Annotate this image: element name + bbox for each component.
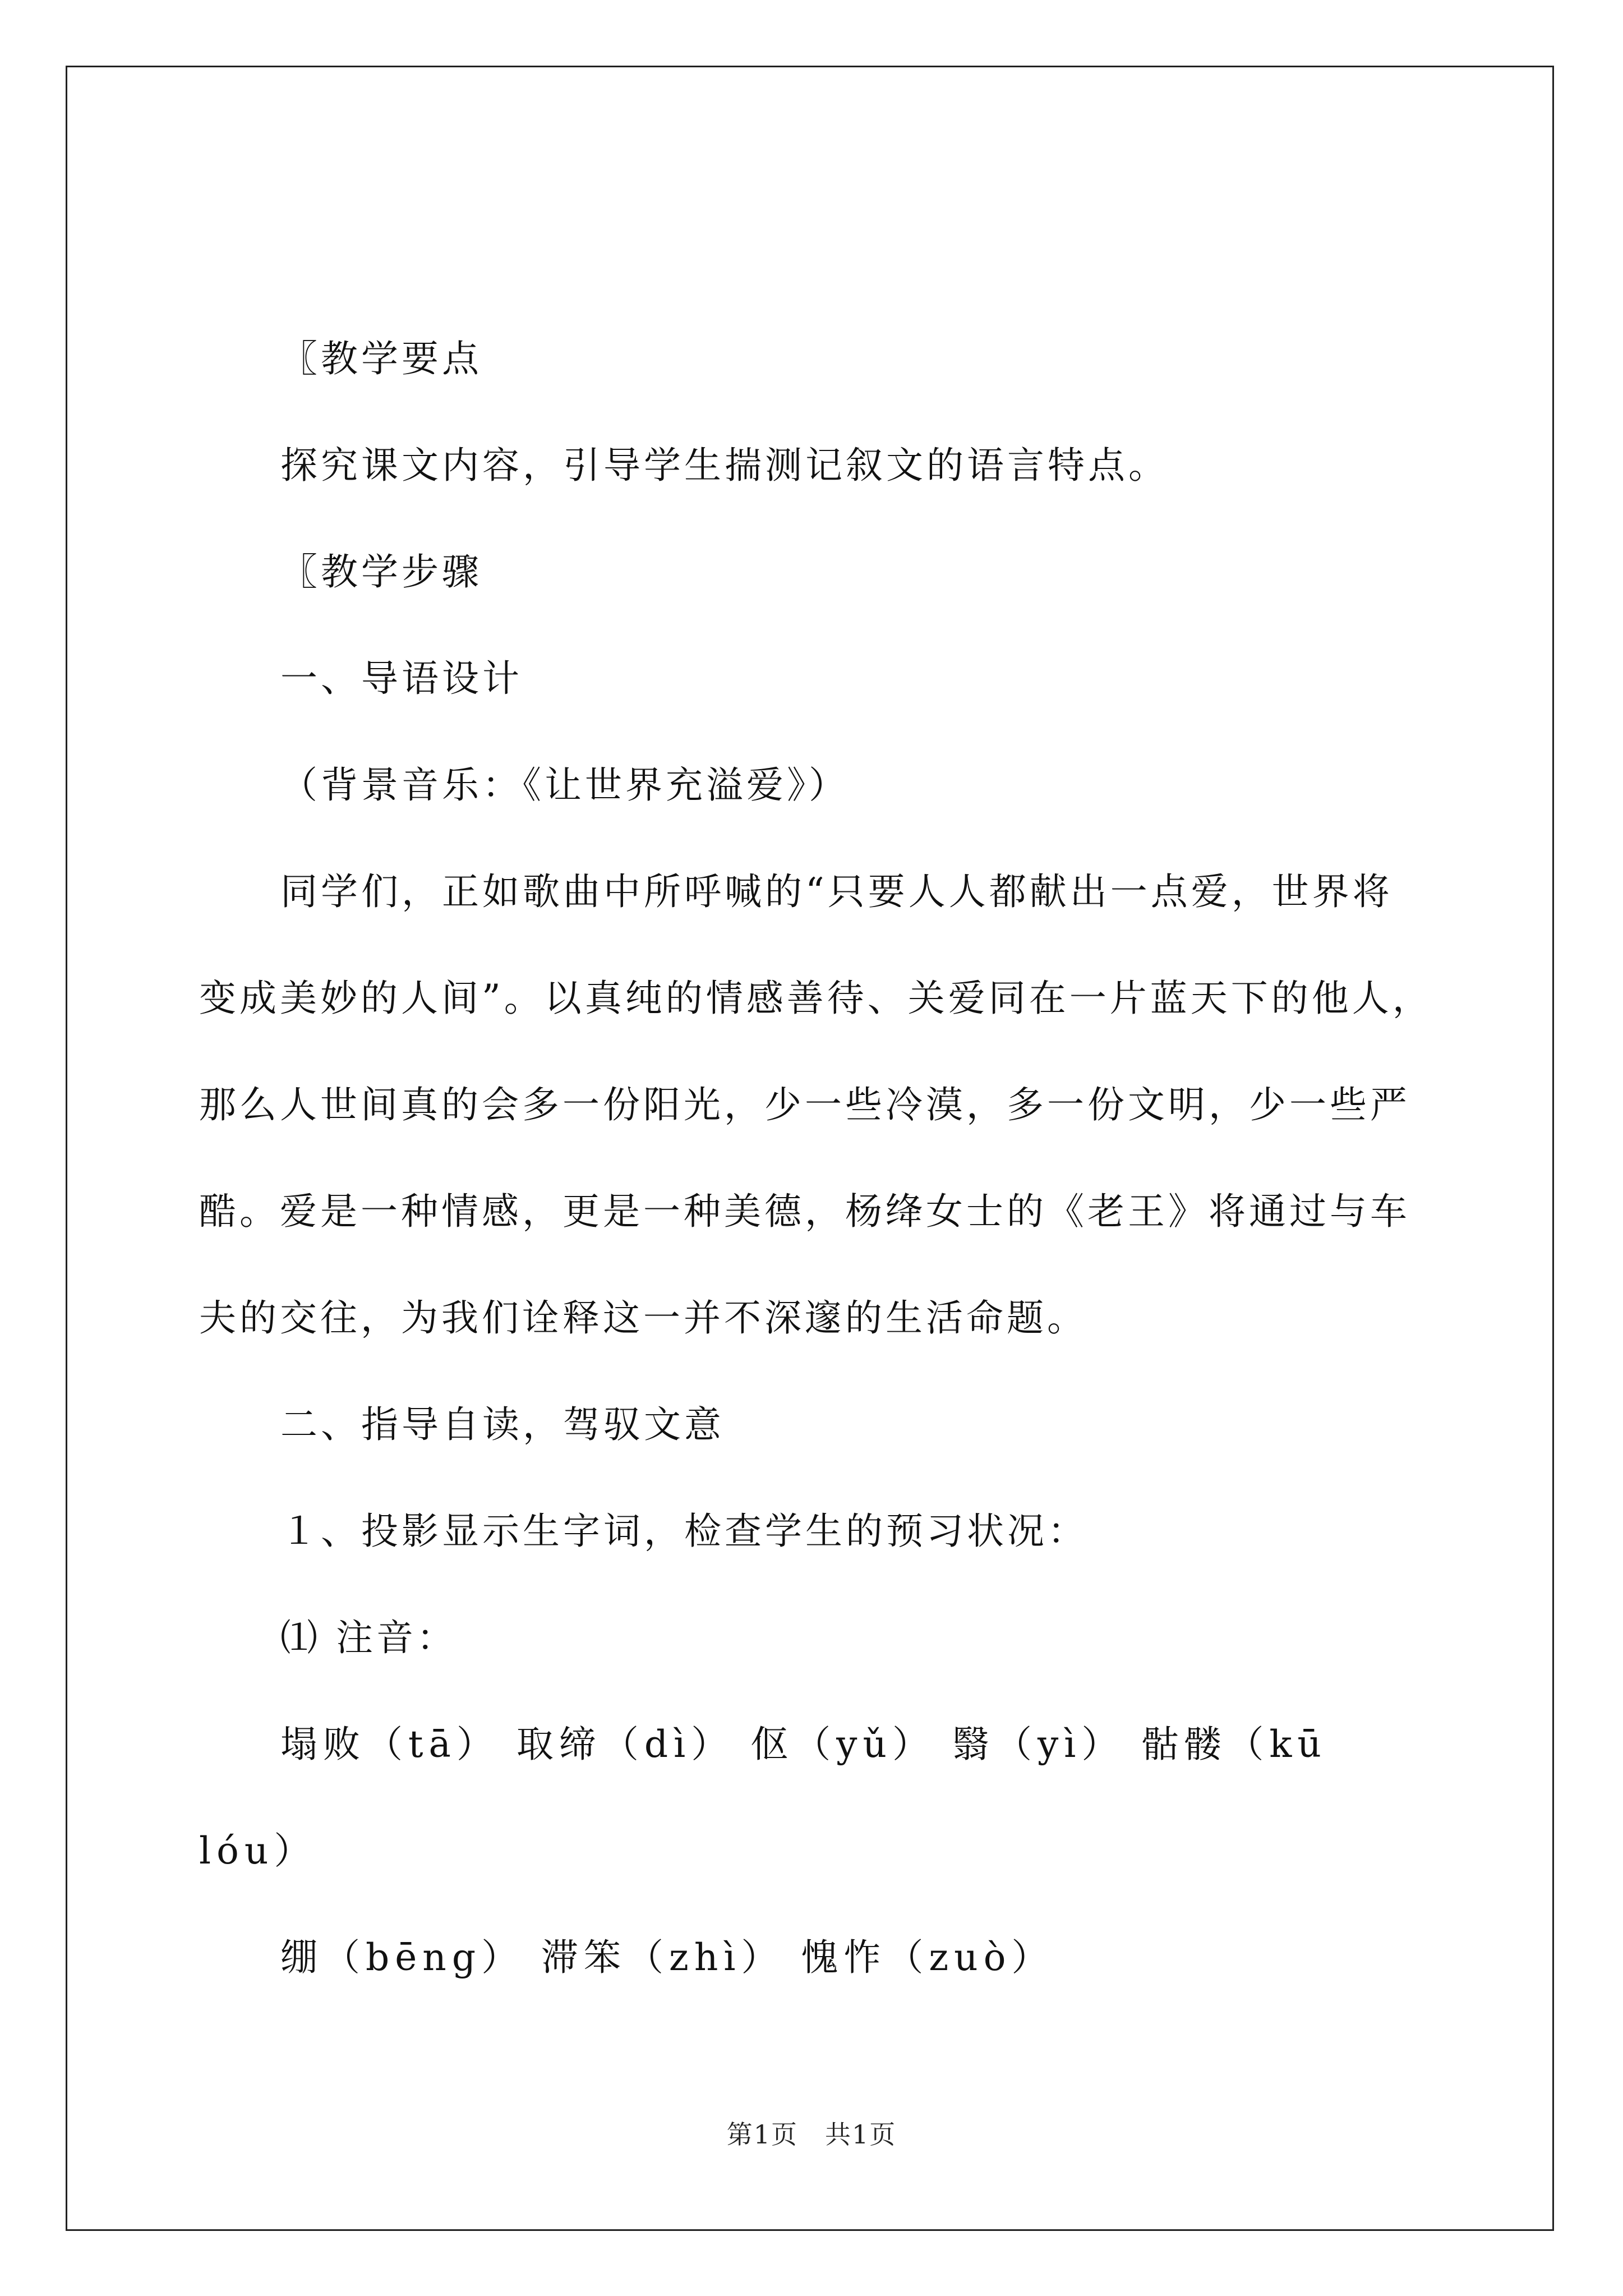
pinyin-line: 绷（bēng） 滞笨（zhì） 愧怍（zuò） (280, 1936, 1054, 1979)
section-two-title: 二、指导自读，驾驭文意 (280, 1403, 725, 1446)
intro-paragraph-line: 夫的交往，为我们诠释这一并不深邃的生活命题。 (199, 1296, 1087, 1340)
pinyin-line-continuation: lóu） (199, 1829, 317, 1872)
key-points-text: 探究课文内容，引导学生揣测记叙文的语言特点。 (280, 444, 1169, 487)
sub-item-one: ⑴ 注音： (280, 1616, 457, 1659)
intro-paragraph-line: 同学们，正如歌曲中所呼喊的“只要人人都献出一点爱，世界将 (280, 870, 1393, 913)
intro-paragraph-line: 变成美妙的人间”。以真纯的情感善待、关爱同在一片蓝天下的他人， (199, 977, 1433, 1020)
item-one: １、投影显示生字词，检查学生的预习状况： (280, 1510, 1088, 1553)
page-number-footer: 第1页 共1页 (726, 2119, 897, 2150)
heading-steps: 〖教学步骤 (280, 550, 482, 593)
section-one-title: 一、导语设计 (280, 657, 523, 700)
page-border (66, 66, 1554, 2231)
intro-paragraph-line: 酷。爱是一种情感，更是一种美德，杨绛女士的《老王》将通过与车 (199, 1190, 1410, 1233)
heading-key-points: 〖教学要点 (280, 337, 482, 380)
pinyin-line: 塌败（tā） 取缔（dì） 伛（yǔ） 翳（yì） 骷髅（kū (280, 1723, 1327, 1766)
background-music-note: （背景音乐：《让世界充溢爱》） (280, 763, 849, 807)
intro-paragraph-line: 那么人世间真的会多一份阳光，少一些冷漠，多一份文明，少一些严 (199, 1083, 1410, 1126)
